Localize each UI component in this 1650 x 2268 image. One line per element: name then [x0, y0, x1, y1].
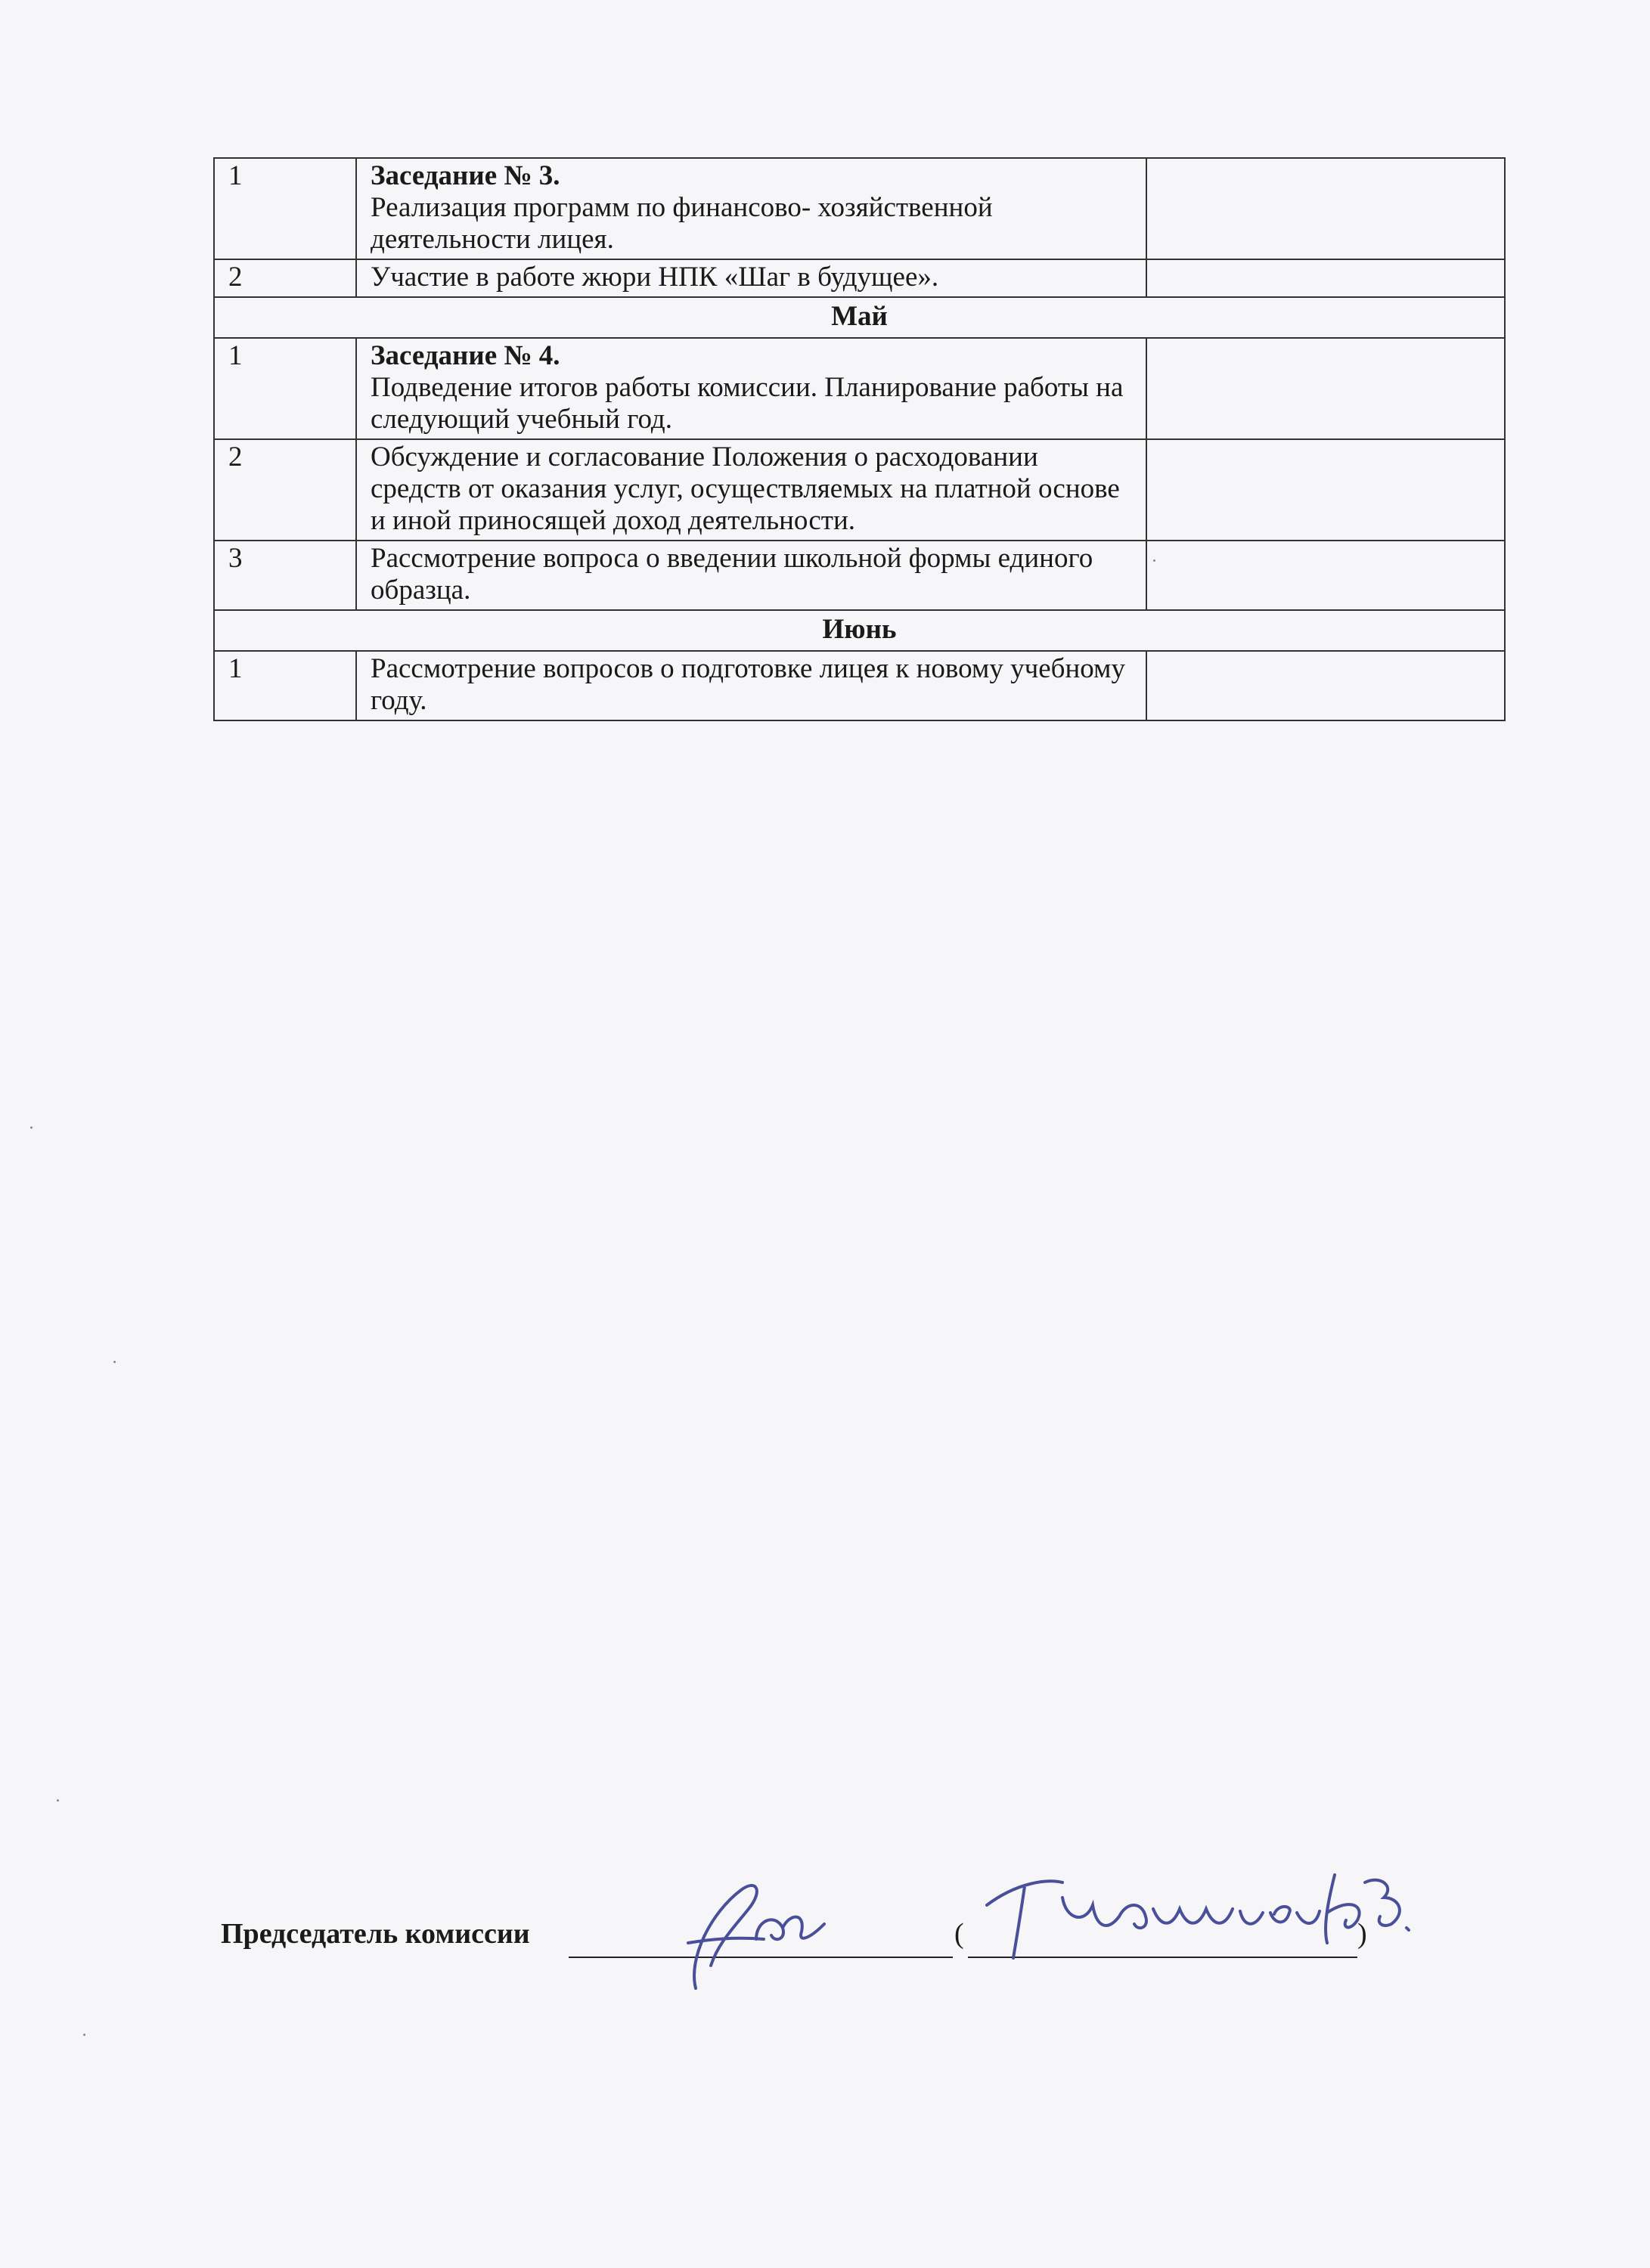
scan-speck: [83, 2034, 85, 2036]
meeting-title: Заседание № 4.: [371, 340, 560, 371]
row-description: Рассмотрение вопроса о введении школьной формы единого образца.: [371, 543, 1093, 606]
table-row: [214, 259, 1505, 297]
row-number: 1: [214, 651, 356, 720]
table-row: [214, 541, 1505, 610]
month-label: Май: [214, 297, 1505, 338]
scan-speck: [1153, 559, 1155, 562]
scan-speck: [113, 1361, 116, 1363]
row-note: [1146, 158, 1505, 259]
scan-speck: [30, 1126, 33, 1129]
table-row: [214, 158, 1505, 259]
open-paren: (: [954, 1918, 964, 1950]
row-note: [1146, 259, 1505, 297]
handwritten-name-icon: [972, 1852, 1425, 1973]
row-description: Обсуждение и согласование Положения о расходовании средств от оказания услуг, осуществляемых на платной основе и иной приносящей доход деятельности.: [371, 442, 1120, 536]
row-description: Рассмотрение вопросов о подготовке лицея к новому учебному году.: [371, 653, 1125, 716]
row-description: Участие в работе жюри НПК «Шаг в будущее».: [371, 262, 939, 293]
row-note: [1146, 439, 1505, 541]
table-row: [214, 439, 1505, 541]
month-header-row: [214, 610, 1505, 651]
meeting-title: Заседание № 3.: [371, 160, 560, 191]
row-note: [1146, 651, 1505, 720]
row-text: [356, 158, 1146, 259]
table-row: [214, 651, 1505, 720]
row-text: [356, 259, 1146, 297]
row-text: [356, 439, 1146, 541]
scan-speck: [57, 1799, 59, 1802]
row-note: [1146, 541, 1505, 610]
month-label: Июнь: [214, 610, 1505, 651]
row-number: 3: [214, 541, 356, 610]
row-text: [356, 338, 1146, 439]
row-note: [1146, 338, 1505, 439]
row-number: 1: [214, 338, 356, 439]
signature-icon: [643, 1867, 839, 2003]
row-description: Реализация программ по финансово- хозяйственной деятельности лицея.: [371, 192, 993, 255]
row-text: [356, 651, 1146, 720]
close-paren: ): [1357, 1918, 1367, 1950]
row-number: 2: [214, 259, 356, 297]
table-row: [214, 338, 1505, 439]
row-number: 1: [214, 158, 356, 259]
row-text: [356, 541, 1146, 610]
row-description: Подведение итогов работы комиссии. Планирование работы на следующий учебный год.: [371, 372, 1124, 435]
row-number: 2: [214, 439, 356, 541]
plan-table: [213, 157, 1506, 721]
month-header-row: [214, 297, 1505, 338]
chairman-label: Председатель комиссии: [221, 1918, 530, 1950]
